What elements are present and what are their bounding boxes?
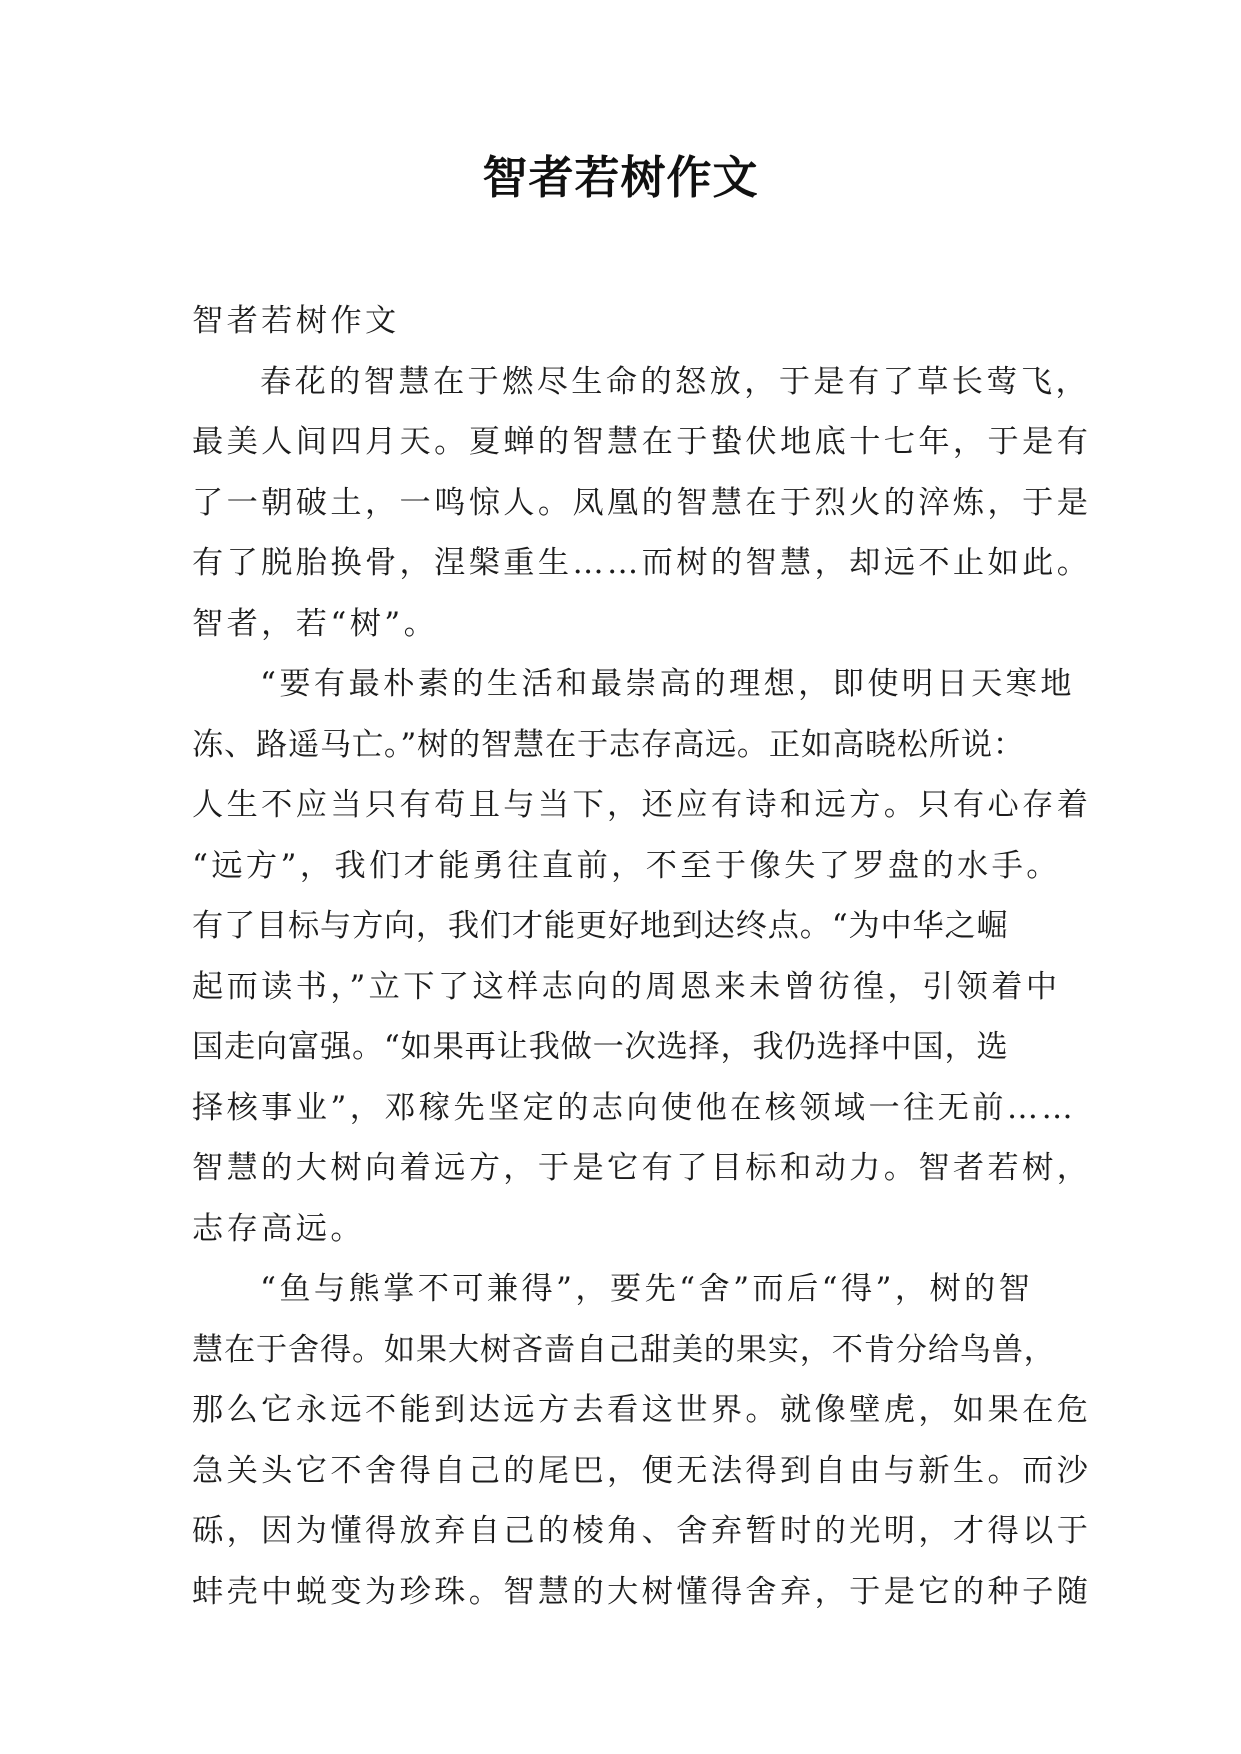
body-line: 有了目标与方向，我们才能更好地到达终点。“为中华之崛 <box>192 908 1009 944</box>
document-body <box>192 291 1092 1622</box>
body-line: 志存高远。 <box>192 1210 365 1247</box>
body-line: 了一朝破土，一鸣惊人。凤凰的智慧在于烈火的淬炼，于是 <box>192 484 1092 521</box>
body-line: 最美人间四月天。夏蝉的智慧在于蛰伏地底十七年，于是有 <box>192 424 1092 460</box>
body-line: 智慧的大树向着远方，于是它有了目标和动力。智者若树， <box>192 1150 1092 1186</box>
body-line: 那么它永远不能到达远方去看这世界。就像壁虎，如果在危 <box>192 1392 1092 1428</box>
body-line: 急关头它不舍得自己的尾巴，便无法得到自由与新生。而沙 <box>192 1452 1092 1489</box>
body-line: 冻、路遥马亡。”树的智慧在于志存高远。正如高晓松所说： <box>192 726 1025 763</box>
body-line: 人生不应当只有苟且与当下，还应有诗和远方。只有心存着 <box>192 787 1092 823</box>
body-line: 蚌壳中蜕变为珍珠。智慧的大树懂得舍弃，于是它的种子随 <box>192 1573 1092 1610</box>
body-line: “要有最朴素的生活和最崇高的理想，即使明日天寒地 <box>260 666 1075 702</box>
body-line: 国走向富强。“如果再让我做一次选择，我仍选择中国，选 <box>192 1029 1009 1065</box>
document-title: 智者若树作文 <box>482 151 759 204</box>
body-line: 春花的智慧在于燃尽生命的怒放，于是有了草长莺飞， <box>260 363 1091 400</box>
body-line: “远方”，我们才能勇往直前，不至于像失了罗盘的水手。 <box>192 847 1061 884</box>
body-line: 有了脱胎换骨，涅槃重生……而树的智慧，却远不止如此。 <box>192 545 1092 581</box>
body-heading: 智者若树作文 <box>192 303 400 339</box>
body-line: 智者，若“树”。 <box>192 605 439 642</box>
body-line: 起而读书，”立下了这样志向的周恩来未曾彷徨，引领着中 <box>192 968 1061 1005</box>
body-line: 慧在于舍得。如果大树吝啬自己甜美的果实，不肯分给鸟兽， <box>192 1331 1056 1368</box>
body-line: 砾，因为懂得放弃自己的棱角、舍弃暂时的光明，才得以于 <box>192 1513 1092 1549</box>
body-line: 择核事业”，邓稼先坚定的志向使他在核领域一往无前…… <box>192 1089 1077 1126</box>
body-line: “鱼与熊掌不可兼得”，要先“舍”而后“得”，树的智 <box>260 1271 1034 1307</box>
